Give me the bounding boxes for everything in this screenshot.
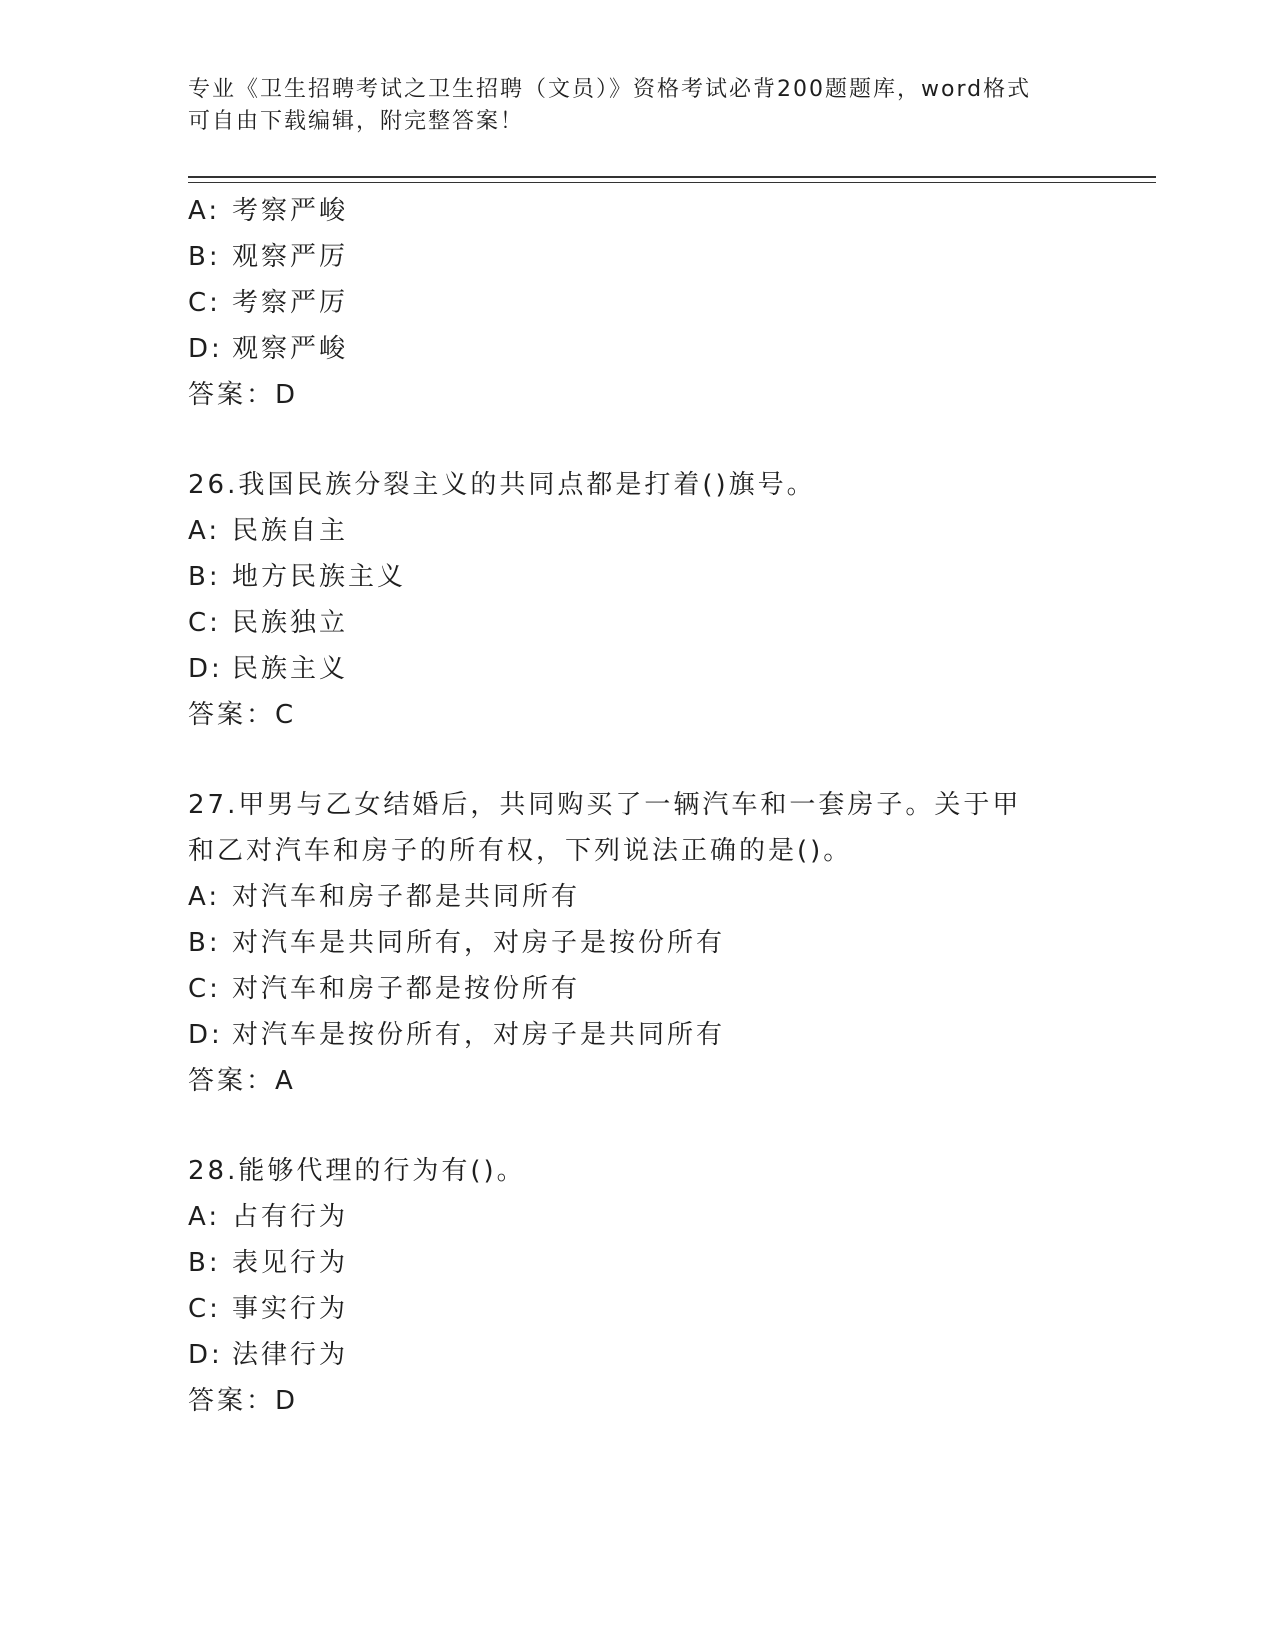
option-c	[188, 280, 1088, 326]
option-a	[188, 188, 1088, 234]
option-b	[188, 1240, 1088, 1286]
option-text: 表见行为	[232, 1248, 349, 1278]
question-block-26	[188, 462, 1088, 738]
option-letter: A:	[188, 516, 221, 546]
question-stem: 26.我国民族分裂主义的共同点都是打着()旗号。	[188, 470, 816, 500]
option-text: 考察严峻	[232, 196, 349, 226]
header-line-2: 可自由下载编辑，附完整答案！	[188, 109, 525, 134]
option-a	[188, 508, 1088, 554]
option-text: 民族自主	[232, 516, 349, 546]
option-letter: D:	[188, 334, 223, 364]
option-letter: D:	[188, 1340, 223, 1370]
option-a	[188, 874, 1088, 920]
option-text: 对汽车和房子都是共同所有	[232, 882, 581, 912]
option-c	[188, 1286, 1088, 1332]
option-d	[188, 1012, 1088, 1058]
question-block-27	[188, 782, 1088, 1104]
option-text: 地方民族主义	[232, 562, 407, 592]
answer-line: 答案：C	[188, 700, 297, 730]
question-stem: 27.甲男与乙女结婚后，共同购买了一辆汽车和一套房子。关于甲和乙对汽车和房子的所有权，下列说法正确的是()。	[188, 790, 1022, 866]
question-stem: 28.能够代理的行为有()。	[188, 1156, 526, 1186]
option-letter: B:	[188, 562, 221, 592]
option-text: 事实行为	[232, 1294, 349, 1324]
answer-line: 答案：D	[188, 380, 299, 410]
option-letter: C:	[188, 974, 221, 1004]
option-letter: C:	[188, 608, 221, 638]
option-b	[188, 234, 1088, 280]
option-text: 观察严厉	[232, 242, 349, 272]
question-list	[188, 188, 1088, 1424]
question-block-carry	[188, 188, 1088, 418]
option-text: 对汽车和房子都是按份所有	[232, 974, 581, 1004]
option-d	[188, 1332, 1088, 1378]
option-letter: B:	[188, 242, 221, 272]
option-letter: B:	[188, 928, 221, 958]
option-a	[188, 1194, 1088, 1240]
option-letter: A:	[188, 882, 221, 912]
option-letter: C:	[188, 288, 221, 318]
option-text: 考察严厉	[232, 288, 349, 318]
option-letter: A:	[188, 196, 221, 226]
document-header	[188, 74, 1088, 138]
option-letter: C:	[188, 1294, 221, 1324]
option-text: 民族独立	[232, 608, 349, 638]
option-letter: B:	[188, 1248, 221, 1278]
header-line-1: 专业《卫生招聘考试之卫生招聘（文员）》资格考试必背200题题库，word格式	[188, 77, 1032, 102]
answer-line: 答案：D	[188, 1386, 299, 1416]
option-b	[188, 920, 1088, 966]
option-text: 法律行为	[232, 1340, 349, 1370]
option-letter: A:	[188, 1202, 221, 1232]
option-b	[188, 554, 1088, 600]
header-rule-thick	[188, 176, 1156, 178]
option-d	[188, 646, 1088, 692]
option-text: 对汽车是按份所有，对房子是共同所有	[232, 1020, 726, 1050]
option-text: 对汽车是共同所有，对房子是按份所有	[232, 928, 726, 958]
header-rule-thin	[188, 182, 1156, 183]
question-block-28	[188, 1148, 1088, 1424]
option-letter: D:	[188, 654, 223, 684]
option-letter: D:	[188, 1020, 223, 1050]
option-text: 观察严峻	[232, 334, 349, 364]
answer-line: 答案：A	[188, 1066, 296, 1096]
option-text: 民族主义	[232, 654, 349, 684]
option-text: 占有行为	[232, 1202, 349, 1232]
option-d	[188, 326, 1088, 372]
option-c	[188, 600, 1088, 646]
option-c	[188, 966, 1088, 1012]
